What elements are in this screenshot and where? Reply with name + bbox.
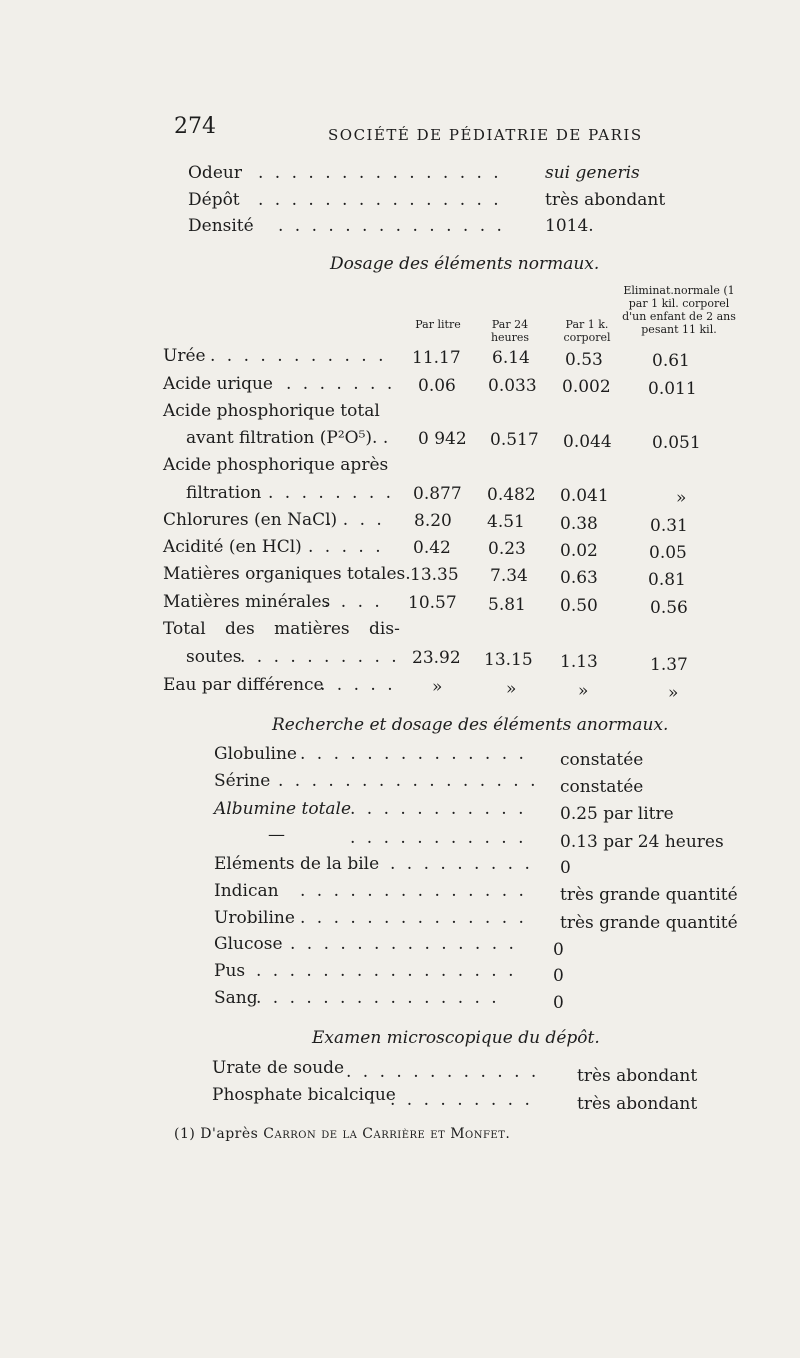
cell: 0.61 (652, 351, 690, 371)
section-title-microscopique: Examen microscopique du dépôt. (312, 1028, 600, 1048)
leader-dots: . . . . . . . . . . . . (346, 1062, 540, 1082)
leader-dots: . . . . . . . . . . . . . . (278, 216, 505, 236)
section-title-normaux: Dosage des éléments normaux. (330, 254, 600, 274)
bile-label: Eléments de la bile (214, 854, 380, 874)
urobiline-label: Urobiline (214, 908, 295, 928)
cell: » (676, 488, 687, 508)
leader-dots: . . . . . (308, 537, 384, 557)
cell: 0.011 (648, 379, 697, 399)
depot-value: très abondant (545, 190, 666, 210)
leader-dots: . . . . . (320, 675, 396, 695)
leader-dots: . . . . (326, 510, 385, 530)
sang-label: Sang (214, 988, 258, 1008)
cell: 10.57 (408, 593, 457, 613)
cell: 0.482 (487, 485, 536, 505)
row-label-matieres-organiques: Matières organiques totales. (163, 564, 411, 584)
running-title: SOCIÉTÉ DE PÉDIATRIE DE PARIS (328, 126, 643, 144)
pus-label: Pus (214, 961, 246, 981)
leader-dots: . . . . . . . . . . . . . . (300, 881, 527, 901)
indican-label: Indican (214, 881, 279, 901)
cell: 0.31 (650, 516, 688, 536)
leader-dots: . . . . . . . . . (390, 1090, 533, 1110)
leader-dots: . . . . (324, 592, 383, 612)
row-label-total: Total des matières dis- (163, 619, 400, 639)
leader-dots: . . . . . . . . . . . . . . . (258, 190, 502, 210)
phosphate-value: très abondant (577, 1094, 698, 1114)
globuline-label: Globuline (214, 744, 297, 764)
cell: 11.17 (412, 348, 461, 368)
footnote (174, 1126, 510, 1142)
cell: 0.23 (488, 539, 526, 559)
leader-dots: . . . . . . . . . . . . . . . . (256, 961, 517, 981)
cell: » (668, 683, 679, 703)
leader-dots: . . . . . . . . . . . (350, 799, 527, 819)
cell: 13.15 (484, 650, 533, 670)
row-label-matieres-minerales: Matières minérales (163, 592, 331, 612)
cell: 0.002 (562, 377, 611, 397)
glucose-value: 0 (553, 940, 564, 960)
leader-dots: . . . . . . . . . . . (350, 828, 527, 848)
cell: 0.044 (563, 432, 612, 452)
cell: 0.50 (560, 596, 598, 616)
section-title-anormaux: Recherche et dosage des éléments anormaux. (272, 715, 669, 735)
cell: 7.34 (490, 566, 528, 586)
urate-label: Urate de soude (212, 1058, 345, 1078)
cell: 1.13 (560, 652, 598, 672)
col-header-normale: Eliminat.normale (1 par 1 kil. corporel d'un enfant de 2 ans pesant 11 kil. (622, 284, 736, 336)
leader-dots: . . . . . . . . . . . . . . (300, 908, 527, 928)
cell: » (432, 677, 443, 697)
cell: 0.06 (418, 376, 456, 396)
row-label-acide-phos-apres: Acide phosphorique après (163, 455, 389, 475)
depot-label: Dépôt (188, 190, 240, 210)
phosphate-label: Phosphate bicalcique (212, 1085, 396, 1105)
cell: 13.35 (410, 565, 459, 585)
row-label-chlorures: Chlorures (en NaCl) (163, 510, 338, 530)
densite-label: Densité (188, 216, 254, 236)
cell: 8.20 (414, 511, 452, 531)
cell: 0 942 (418, 429, 467, 449)
leader-dots: . . . . . . . . . . . (210, 346, 387, 366)
albumine-24h-label: — (268, 825, 285, 845)
bile-value: 0 (560, 858, 571, 878)
row-label-acide-phos-total-cont: avant filtration (P²O⁵). . (186, 428, 389, 448)
urate-value: très abondant (577, 1066, 698, 1086)
col-header-litre: Par litre (415, 318, 461, 331)
cell: 0.033 (488, 376, 537, 396)
row-label-total-cont: soutes (186, 647, 242, 667)
cell: 4.51 (487, 512, 525, 532)
cell: 0.877 (413, 484, 462, 504)
page-number: 274 (174, 114, 216, 139)
cell: » (506, 679, 517, 699)
leader-dots: . . . . . . . . (268, 483, 395, 503)
leader-dots: . . . . . . . . . . . . . . . (258, 163, 502, 183)
row-label-acide-urique: Acide urique (163, 374, 273, 394)
indican-value: très grande quantité (560, 885, 738, 905)
leader-dots: . . . . . . . . . . (240, 647, 400, 667)
row-label-eau: Eau par différence (163, 675, 324, 695)
cell: 6.14 (492, 348, 530, 368)
cell: 0.56 (650, 598, 688, 618)
sang-value: 0 (553, 993, 564, 1013)
footnote-authors: Carron de la Carrière et Monfet. (263, 1126, 511, 1142)
serine-value: constatée (560, 777, 644, 797)
col-header-24h: Par 24 heures (490, 318, 530, 344)
cell: 0.041 (560, 486, 609, 506)
row-label-uree: Urée (163, 346, 206, 366)
albumine-24h-value: 0.13 par 24 heures (560, 832, 724, 852)
serine-label: Sérine (214, 771, 271, 791)
row-label-acide-phos-total: Acide phosphorique total (163, 401, 380, 421)
col-header-1k: Par 1 k. corporel (563, 318, 611, 344)
cell: 0.02 (560, 541, 598, 561)
cell: » (578, 681, 589, 701)
albumine-label: Albumine totale (214, 799, 352, 819)
row-label-acidite: Acidité (en HCl) (163, 537, 302, 557)
cell: 0.051 (652, 433, 701, 453)
odeur-label: Odeur (188, 163, 242, 183)
footnote-prefix: D'après (200, 1126, 259, 1142)
pus-value: 0 (553, 966, 564, 986)
cell: 0.38 (560, 514, 598, 534)
leader-dots: . . . . . . . . . . . . . . (300, 744, 527, 764)
leader-dots: . . . . . . . . . . . . . . . (256, 988, 500, 1008)
cell: 0.53 (565, 350, 603, 370)
cell: 0.42 (413, 538, 451, 558)
cell: 23.92 (412, 648, 461, 668)
globuline-value: constatée (560, 750, 644, 770)
cell: 0.81 (648, 570, 686, 590)
odeur-value: sui generis (545, 163, 640, 183)
leader-dots: . . . . . . . . . (390, 854, 533, 874)
cell: 0.63 (560, 568, 598, 588)
leader-dots: . . . . . . . (286, 374, 396, 394)
row-label-acide-phos-apres-cont: filtration (186, 483, 262, 503)
cell: 0.05 (649, 543, 687, 563)
densite-value: 1014. (545, 216, 594, 236)
glucose-label: Glucose (214, 934, 283, 954)
cell: 5.81 (488, 595, 526, 615)
albumine-value: 0.25 par litre (560, 804, 674, 824)
leader-dots: . . . . . . . . . . . . . . (290, 934, 517, 954)
urobiline-value: très grande quantité (560, 913, 738, 933)
footnote-marker: (1) (174, 1126, 196, 1142)
cell: 1.37 (650, 655, 688, 675)
cell: 0.517 (490, 430, 539, 450)
leader-dots: . . . . . . . . . . . . . . . . (278, 771, 539, 791)
